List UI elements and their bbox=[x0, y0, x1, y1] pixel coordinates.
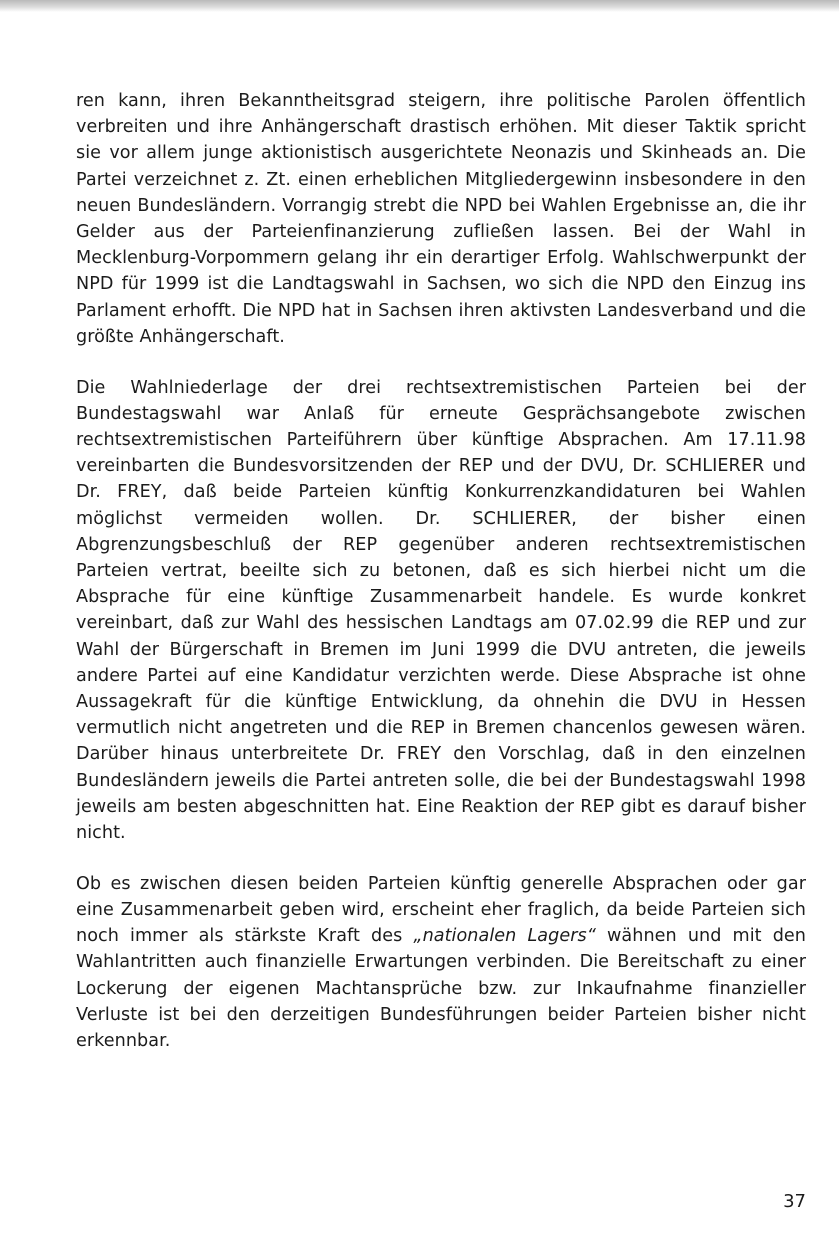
paragraph-text: wähnen und mit den Wahlantritten auch finanzielle Erwartungen verbinden. Die Bereitschaft zu einer Lockerung der eigenen Machtansprüche bzw. zur Inkaufnahme finanzieller Verluste ist bei den derzeitigen Bundesführungen beider Parteien bisher nicht erkennbar. bbox=[76, 926, 806, 1051]
paragraph-text: ren kann, ihren Bekanntheitsgrad steigern, ihre politische Parolen öffentlich verbreiten und ihre Anhängerschaft drastisch erhöhen. Mit dieser Taktik spricht sie vor allem junge aktionistisch ausgerichtete Neonazis und Skinheads an. Die Partei verzeichnet z. Zt. einen erheblichen Mitgliedergewinn insbesondere in den neuen Bundesländern. Vorrangig strebt die NPD bei Wahlen Ergebnisse an, die ihr Gelder aus der Parteienfinanzierung zufließen lassen. Bei der Wahl in Mecklenburg-Vorpommern gelang ihr ein derartiger Erfolg. Wahlschwerpunkt der NPD für 1999 ist die Landtagswahl in Sachsen, wo sich die NPD den Einzug ins Parlament erhofft. Die NPD hat in Sachsen ihren aktivsten Landesverband und die größte Anhängerschaft. bbox=[76, 91, 806, 347]
page-number: 37 bbox=[783, 1191, 806, 1212]
italic-quote: „nationalen Lagers“ bbox=[413, 926, 596, 947]
scan-top-edge bbox=[0, 0, 839, 12]
paragraph-rep-dvu-agreement bbox=[76, 375, 806, 847]
body-text bbox=[76, 88, 806, 1054]
paragraph-text: Die Wahlniederlage der drei rechtsextremistischen Parteien bei der Bundestagswahl war Anlaß für erneute Gesprächsangebote zwischen rechtsextremistischen Parteiführern über künftige Absprachen. Am 17.11.98 vereinbarten die Bundesvorsitzenden der REP und der DVU, Dr. SCHLIERER und Dr. FREY, daß beide Parteien künftig Konkurrenzkandidaturen bei Wahlen möglichst vermeiden wollen. Dr. SCHLIERER, der bisher einen Abgrenzungsbeschluß der REP gegenüber anderen rechtsextremistischen Parteien vertrat, beeilte sich zu betonen, daß es sich hierbei nicht um die Absprache für eine künftige Zusammenarbeit handele. Es wurde konkret vereinbart, daß zur Wahl des hessischen Landtags am 07.02.99 die REP und zur Wahl der Bürgerschaft in Bremen im Juni 1999 die DVU antreten, die jeweils andere Partei auf eine Kandidatur verzichten werde. Diese Absprache ist ohne Aussagekraft für die künftige Entwicklung, da ohnehin die DVU in Hessen vermutlich nicht angetreten und die REP in Bremen chancenlos gewesen wären. Darüber hinaus unterbreitete Dr. FREY den Vorschlag, daß in den einzelnen Bundesländern jeweils die Partei antreten solle, die bei der Bundestagswahl 1998 jeweils am besten abgeschnitten hat. Eine Reaktion der REP gibt es darauf bisher nicht. bbox=[76, 377, 806, 843]
paragraph-cooperation-outlook bbox=[76, 871, 806, 1054]
paragraph-text: Ob es zwischen diesen beiden Parteien künftig generelle Absprachen oder gar eine Zusammenarbeit geben wird, erscheint eher fraglich, da beide Parteien sich noch immer als stärkste Kraft des bbox=[76, 873, 806, 947]
paragraph-npd-strategy bbox=[76, 88, 806, 350]
